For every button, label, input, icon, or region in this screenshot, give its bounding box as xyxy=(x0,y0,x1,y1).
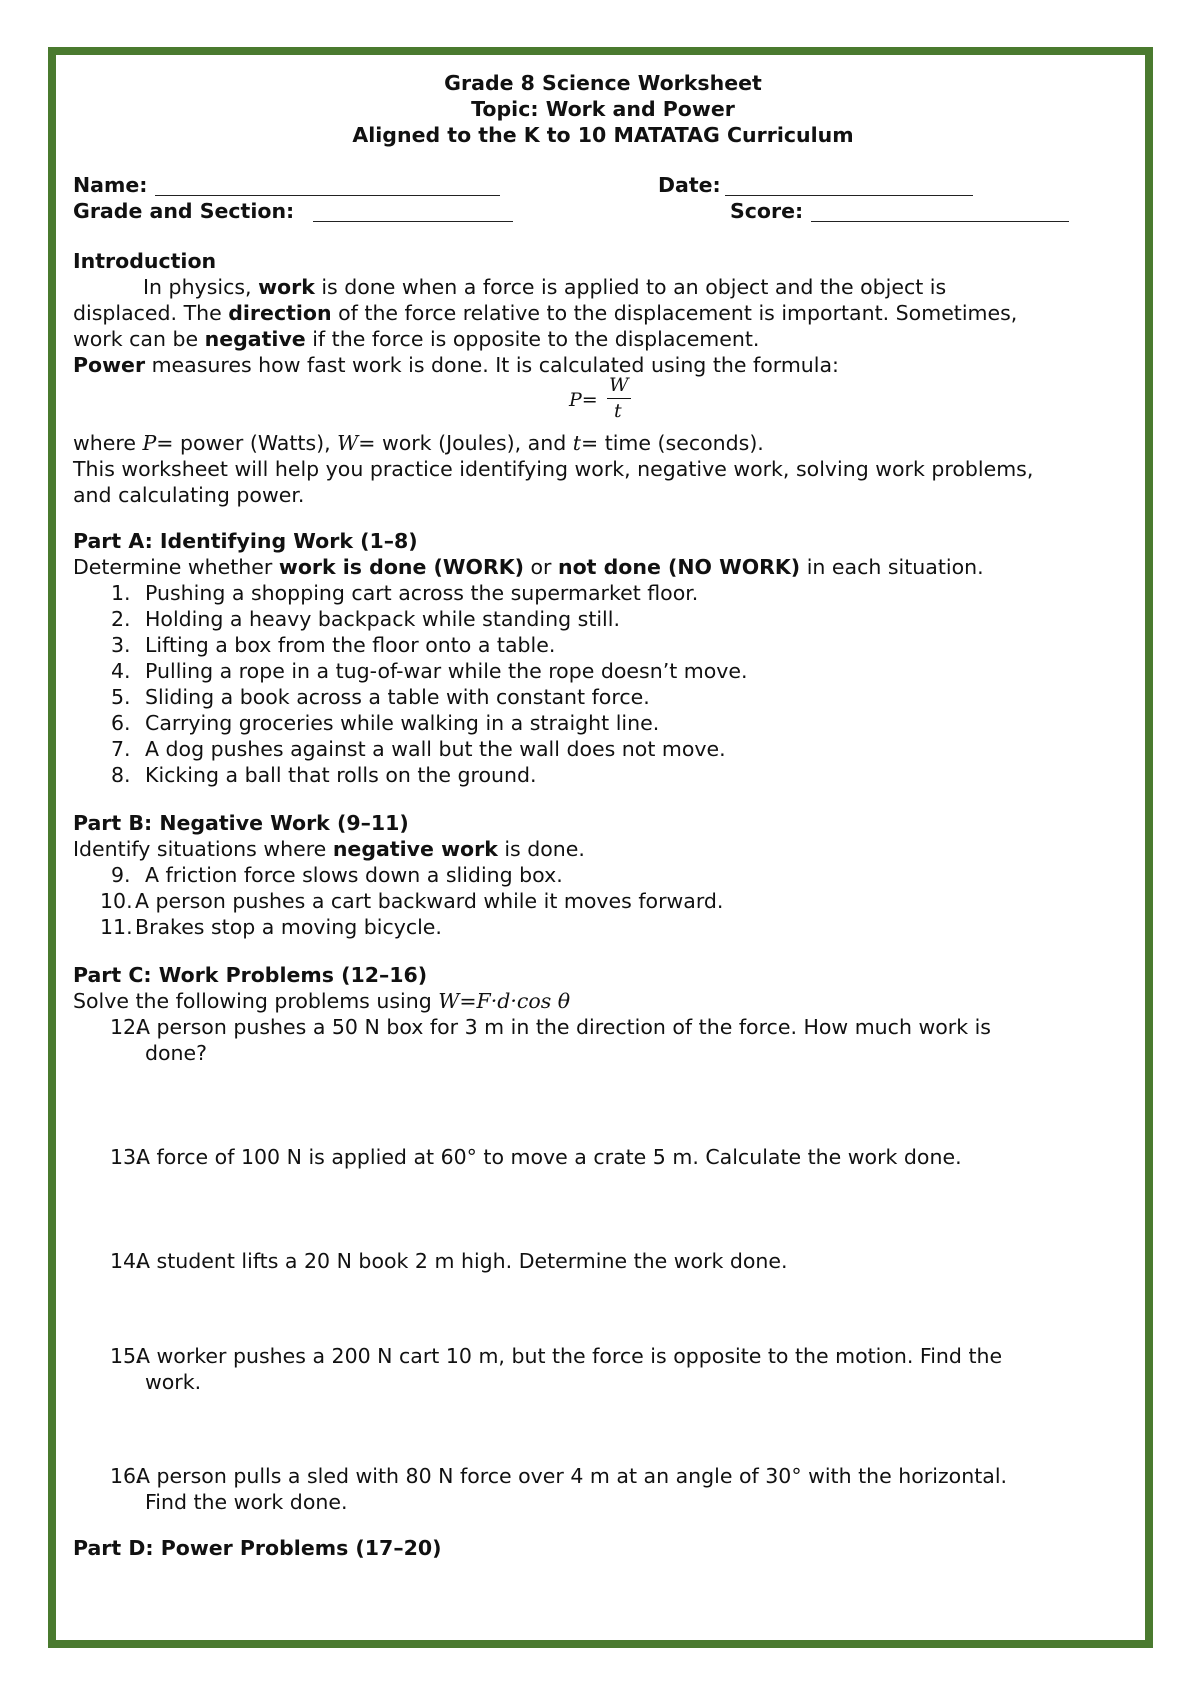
part-a-instructions: Determine whether work is done (WORK) or not done (NO WORK) in each situation. xyxy=(73,555,984,579)
problem-item: 16. A person pulls a sled with 80 N force over 4 m at an angle of 30° with the horizontal. Find the work done. xyxy=(110,1464,1008,1514)
worksheet xyxy=(73,70,1133,1561)
formula-lhs: P= xyxy=(569,389,598,411)
list-item: 1. Pushing a shopping cart across the supermarket floor. xyxy=(111,581,699,605)
fraction-bar xyxy=(607,398,631,399)
part-b-heading: Part B: Negative Work (9–11) xyxy=(73,811,409,835)
intro-paragraph-line: work can be negative if the force is opposite to the displacement. xyxy=(73,327,760,351)
list-item: 6. Carrying groceries while walking in a straight line. xyxy=(111,711,660,735)
list-item: 5. Sliding a book across a table with constant force. xyxy=(111,685,650,709)
part-d-heading: Part D: Power Problems (17–20) xyxy=(73,1536,442,1560)
grade-score-row xyxy=(73,198,1133,224)
formula-numerator: W xyxy=(609,374,629,396)
part-a-list xyxy=(73,580,1133,788)
part-c-heading: Part C: Work Problems (12–16) xyxy=(73,963,428,987)
name-blank[interactable] xyxy=(155,195,500,196)
list-item: 2. Holding a heavy backpack while standing still. xyxy=(111,607,620,631)
answer-space[interactable] xyxy=(73,1395,1133,1463)
answer-space[interactable] xyxy=(73,1170,1133,1248)
problem-item: 12. A person pushes a 50 N box for 3 m in the direction of the force. How much work is done? xyxy=(110,1015,991,1065)
part-b-list xyxy=(73,862,1133,940)
name-label: Name: xyxy=(73,173,148,197)
list-item: 11. Brakes stop a moving bicycle. xyxy=(100,915,442,939)
score-blank[interactable] xyxy=(811,221,1069,222)
formula-denominator: t xyxy=(614,400,622,422)
formula-legend: where P= power (Watts), W= work (Joules), and t= time (seconds). xyxy=(73,431,764,455)
grade-section-blank[interactable] xyxy=(313,221,513,222)
part-b-section xyxy=(73,810,1133,940)
list-item: 4. Pulling a rope in a tug-of-war while the rope doesn’t move. xyxy=(111,659,748,683)
list-item: 9. A friction force slows down a sliding box. xyxy=(111,863,563,887)
list-item: 3. Lifting a box from the floor onto a table. xyxy=(111,633,556,657)
name-date-row xyxy=(73,172,1133,198)
date-label: Date: xyxy=(658,173,721,197)
problem-item: 13. A force of 100 N is applied at 60° to move a crate 5 m. Calculate the work done. xyxy=(110,1145,962,1169)
worksheet-title: Grade 8 Science Worksheet xyxy=(444,71,762,95)
introduction-section xyxy=(73,248,1133,508)
power-formula xyxy=(73,374,1133,430)
list-item: 7. A dog pushes against a wall but the wall does not move. xyxy=(111,737,726,761)
answer-space[interactable] xyxy=(73,1274,1133,1343)
intro-paragraph-line: displaced. The direction of the force relative to the displacement is important. Sometimes, xyxy=(73,301,1018,325)
intro-paragraph-line: Power measures how fast work is done. It is calculated using the formula: xyxy=(73,353,839,377)
problem-item: 14. A student lifts a 20 N book 2 m high. Determine the work done. xyxy=(110,1249,788,1273)
score-label: Score: xyxy=(730,199,804,223)
list-item: 8. Kicking a ball that rolls on the ground. xyxy=(111,763,537,787)
answer-space[interactable] xyxy=(73,1066,1133,1144)
introduction-heading: Introduction xyxy=(73,249,217,273)
part-a-heading: Part A: Identifying Work (1–8) xyxy=(73,529,418,553)
intro-paragraph-line: This worksheet will help you practice identifying work, negative work, solving work problems, xyxy=(73,457,1034,481)
intro-paragraph-line: In physics, work is done when a force is applied to an object and the object is xyxy=(143,275,947,299)
worksheet-header xyxy=(73,70,1133,148)
work-formula: W=F·d·cos θ xyxy=(438,989,571,1013)
intro-paragraph-line: and calculating power. xyxy=(73,483,305,507)
problem-item: 15. A worker pushes a 200 N cart 10 m, but the force is opposite to the motion. Find the work. xyxy=(110,1344,1003,1394)
worksheet-curriculum: Aligned to the K to 10 MATATAG Curriculum xyxy=(352,123,854,147)
worksheet-topic: Topic: Work and Power xyxy=(471,97,735,121)
part-c-instructions: Solve the following problems using W=F·d·cos θ xyxy=(73,989,571,1013)
part-c-section xyxy=(73,962,1133,1515)
part-a-section xyxy=(73,528,1133,788)
date-blank[interactable] xyxy=(725,195,973,196)
list-item: 10. A person pushes a cart backward while it moves forward. xyxy=(100,889,724,913)
grade-section-label: Grade and Section: xyxy=(73,199,295,223)
part-b-instructions: Identify situations where negative work is done. xyxy=(73,837,585,861)
